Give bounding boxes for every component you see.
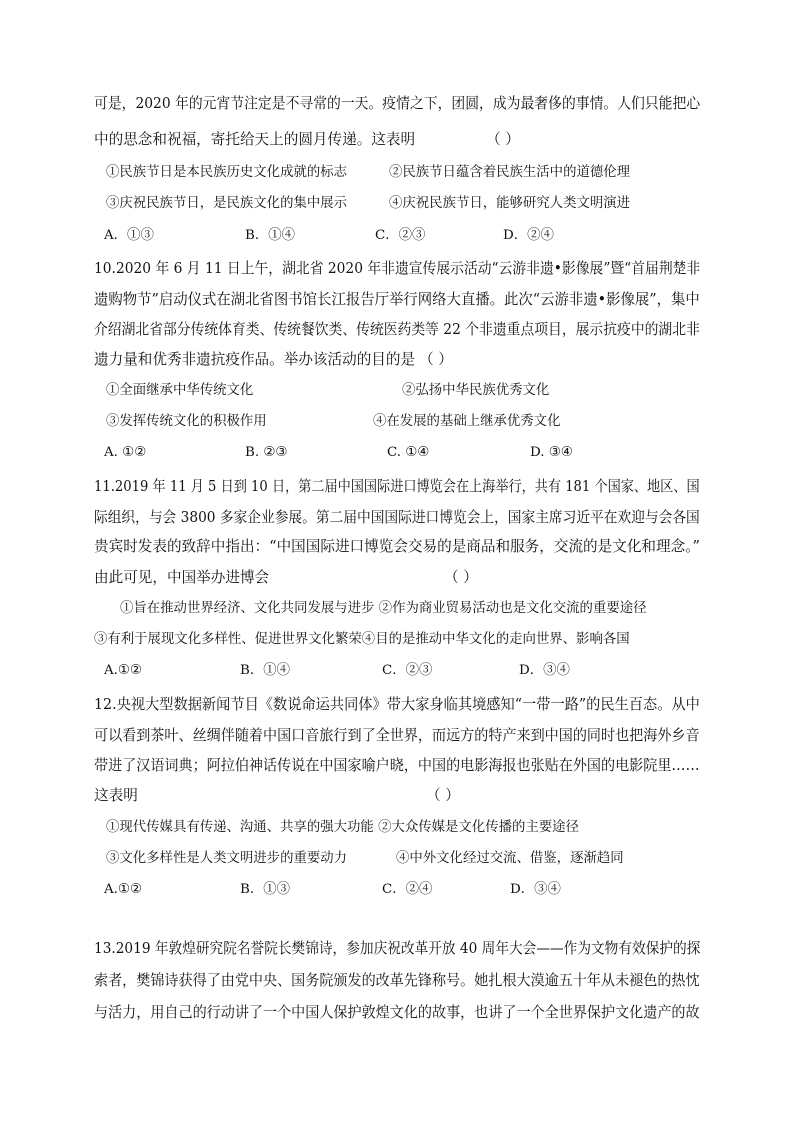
q12-choice-a: A.①② xyxy=(104,882,142,897)
q10-statement-1: ①全面继承中华传统文化 xyxy=(106,383,254,398)
q12-stem-line-2: 可以看到茶叶、丝绸伴随着中国口音旅行到了全世界，而远方的特产来到中国的同时也把海外乡音 xyxy=(94,727,700,744)
q11-choice-d: D．③④ xyxy=(519,663,570,678)
q10-choice-a: A. ①② xyxy=(104,445,147,460)
q11-statements-1-2: ①旨在推动世界经济、文化共同发展与进步 ②作为商业贸易活动也是文化交流的重要途径 xyxy=(120,601,647,616)
q10-answer-bracket: （ ） xyxy=(419,351,453,368)
q9-statement-1: ①民族节日是本民族历史文化成就的标志 xyxy=(106,165,348,180)
q12-choice-b: B．①③ xyxy=(240,882,291,897)
q12-choice-d: D．③④ xyxy=(510,882,561,897)
q11-stem-line-3: 贵宾时发表的致辞中指出：“中国国际进口博览会交易的是商品和服务，交流的是文化和理念。” xyxy=(94,538,700,555)
q9-statement-3: ③庆祝民族节日，是民族文化的集中展示 xyxy=(106,196,348,211)
q12-stem-line-3: 带进了汉语词典；阿拉伯神话传说在中国家喻户晓，中国的电影海报也张贴在外国的电影院里…… xyxy=(94,757,700,774)
q13-stem-line-2: 索者，樊锦诗获得了由党中央、国务院颁发的改革先锋称号。她扎根大漠逾五十年从未褪色的热忱 xyxy=(94,972,700,989)
q10-statement-3: ③发挥传统文化的积极作用 xyxy=(106,414,267,429)
q9-statement-2: ②民族节日蕴含着民族生活中的道德伦理 xyxy=(389,165,631,180)
q10-stem-line-4: 遗力量和优秀非遗抗疫作品。举办该活动的目的是 （ ） xyxy=(94,351,453,368)
q12-choice-c: C．②④ xyxy=(382,882,433,897)
q12-statement-3: ③文化多样性是人类文明进步的重要动力 xyxy=(106,851,348,866)
q11-stem-line-4: 由此可见，中国举办进博会 （ ） xyxy=(94,569,478,586)
q9-stem-line-1: 可是，2020 年的元宵节注定是不寻常的一天。疫情之下，团圆，成为最奢侈的事情。人们只能把心 xyxy=(94,95,701,112)
q10-statement-2: ②弘扬中华民族优秀文化 xyxy=(402,383,550,398)
q11-choice-c: C．②③ xyxy=(382,663,433,678)
q9-choice-b: B．①④ xyxy=(245,228,296,243)
q10-choice-d: D. ③④ xyxy=(530,445,573,460)
q9-choice-a: A．①③ xyxy=(104,228,154,243)
q10-choice-b: B. ②③ xyxy=(245,445,288,460)
q10-stem-line-3: 介绍湖北省部分传统体育类、传统餐饮类、传统医药类等 22 个非遗重点项目，展示抗疫中的湖北非 xyxy=(94,321,700,338)
q10-stem-line-1: 10.2020 年 6 月 11 日上午，湖北省 2020 年非遗宣传展示活动“云游非遗•影像展”暨“首届荆楚非 xyxy=(94,260,701,277)
q10-stem-line-2: 遗购物节”启动仪式在湖北省图书馆长江报告厅举行网络大直播。此次“云游非遗•影像展”，集中 xyxy=(94,291,700,308)
q11-statements-3-4: ③有利于展现文化多样性、促进世界文化繁荣④目的是推动中华文化的走向世界、影响各国 xyxy=(94,632,630,647)
q9-choice-d: D．②④ xyxy=(503,228,554,243)
q9-statement-4: ④庆祝民族节日，能够研究人类文明演进 xyxy=(389,196,631,211)
q12-statement-4: ④中外文化经过交流、借鉴，逐渐趋同 xyxy=(396,851,624,866)
q12-answer-bracket: （ ） xyxy=(426,787,460,804)
q10-choice-c: C. ①④ xyxy=(387,445,430,460)
q11-choice-b: B．①④ xyxy=(240,663,291,678)
q10-statement-4: ④在发展的基础上继承优秀文化 xyxy=(373,414,561,429)
q9-stem-line-2: 中的思念和祝福，寄托给天上的圆月传递。这表明 （ ） xyxy=(94,131,520,148)
q12-stem-line-4: 这表明 （ ） xyxy=(94,787,460,804)
q12-stem-line-1: 12.央视大型数据新闻节目《数说命运共同体》带大家身临其境感知“一带一路”的民生百态。从中 xyxy=(94,696,700,713)
q9-answer-bracket: （ ） xyxy=(486,131,520,148)
q11-stem-line-2: 际组织，与会 3800 多家企业参展。第二届中国国际进口博览会上，国家主席习近平在欢迎与会各国 xyxy=(94,509,700,526)
q11-choice-a: A.①② xyxy=(104,663,142,678)
q11-stem-line-1: 11.2019 年 11 月 5 日到 10 日，第二届中国国际进口博览会在上海举行，共有 181 个国家、地区、国 xyxy=(94,478,700,495)
q13-stem-line-3: 与活力，用自己的行动讲了一个中国人保护敦煌文化的故事，也讲了一个全世界保护文化遗产的故 xyxy=(94,1004,700,1021)
q9-choice-c: C．②③ xyxy=(375,228,426,243)
q12-statements-1-2: ①现代传媒具有传递、沟通、共享的强大功能 ②大众传媒是文化传播的主要途径 xyxy=(106,820,579,835)
q13-stem-line-1: 13.2019 年敦煌研究院名誉院长樊锦诗，参加庆祝改革开放 40 周年大会——作为文物有效保护的探 xyxy=(94,940,701,957)
q11-answer-bracket: （ ） xyxy=(444,569,478,586)
